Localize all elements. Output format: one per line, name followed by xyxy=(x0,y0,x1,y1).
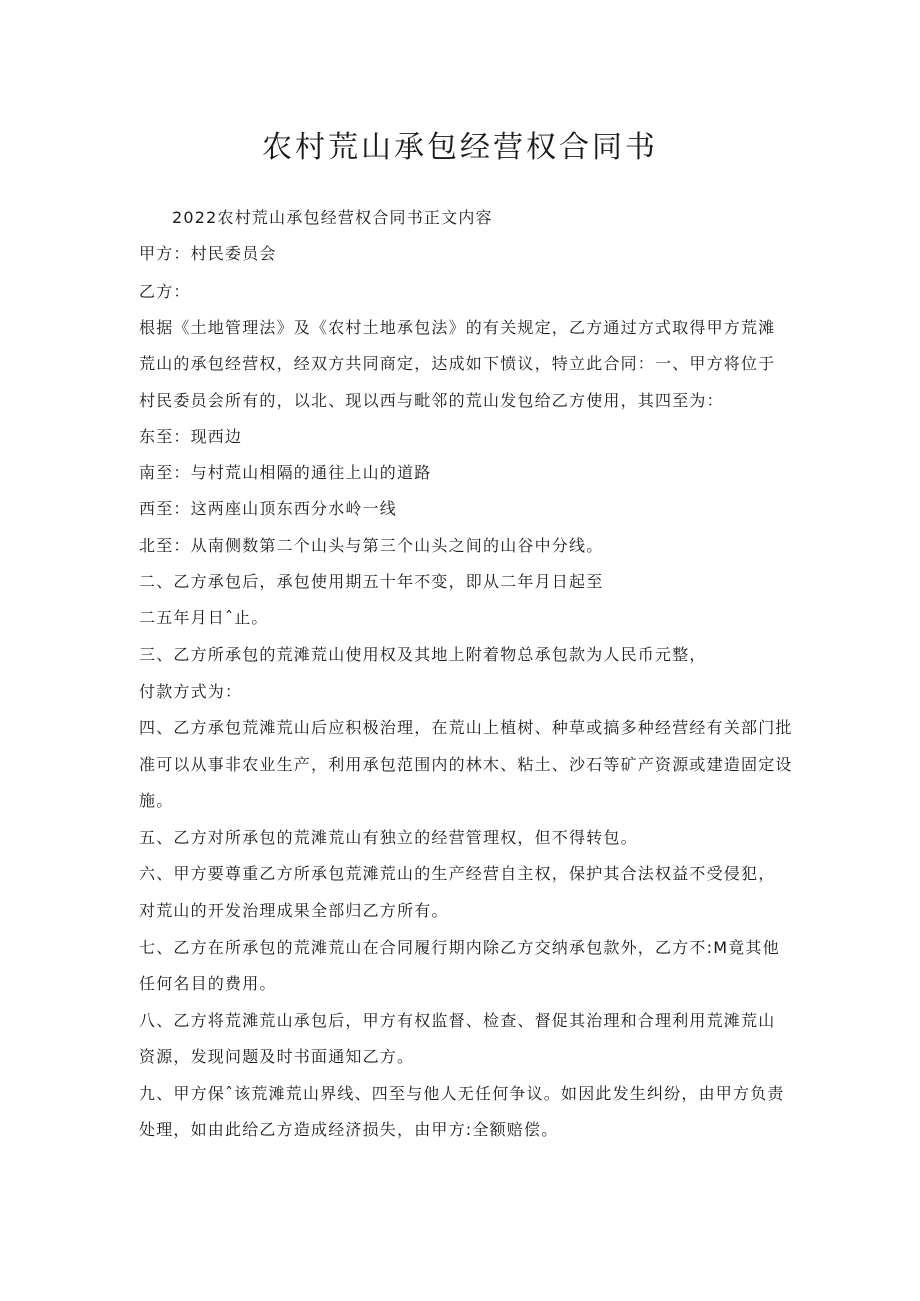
document-title: 农村荒山承包经营权合同书 xyxy=(262,130,658,165)
paragraph-line: 施。 xyxy=(139,791,174,810)
paragraph-line: 九、甲方保ˆ该荒滩荒山界线、四至与他人无任何争议。如因此发生纠纷，由甲方负责 xyxy=(139,1084,785,1103)
paragraph-line: 任何名目的费用。 xyxy=(139,974,277,993)
paragraph-line: 三、乙方所承包的荒滩荒山使用权及其地上附着物总承包款为人民币元整， xyxy=(139,645,707,664)
party-b-line: 乙方： xyxy=(139,282,191,301)
paragraph-line: 处理，如由此给乙方造成经济损失，由甲方:全额赔偿。 xyxy=(139,1120,559,1139)
paragraph-line: 村民委员会所有的，以北、现以西与毗邻的荒山发包给乙方使用，其四至为： xyxy=(139,391,724,410)
paragraph-line: 对荒山的开发治理成果全部归乙方所有。 xyxy=(139,901,449,920)
paragraph-line: 根据《土地管理法》及《农村土地承包法》的有关规定，乙方通过方式取得甲方荒滩 xyxy=(139,318,776,337)
paragraph-line: 荒山的承包经营权，经双方共同商定，达成如下愤议，特立此合同：一、甲方将位于 xyxy=(139,354,776,373)
boundary-west-line: 西至：这两座山顶东西分水岭一线 xyxy=(139,499,398,518)
paragraph-line: 五、乙方对所承包的荒滩荒山有独立的经营管理权，但不得转包。 xyxy=(139,828,638,847)
boundary-east-line: 东至：现西边 xyxy=(139,427,243,446)
paragraph-line: 八、乙方将荒滩荒山承包后，甲方有权监督、检查、督促其治理和合理利用荒滩荒山 xyxy=(139,1011,776,1030)
paragraph-line: 四、乙方承包荒滩荒山后应积极治理，在荒山上植树、种草或搞多种经营经有关部门批 xyxy=(139,718,793,737)
paragraph-line: 准可以从事非农业生产，利用承包范围内的林木、粘土、沙石等矿产资源或建造固定设 xyxy=(139,755,793,774)
subtitle-line: 2022农村荒山承包经营权合同书正文内容 xyxy=(172,208,493,227)
paragraph-line: 六、甲方要尊重乙方所承包荒滩荒山的生产经营自主权，保护其合法权益不受侵犯， xyxy=(139,864,776,883)
boundary-south-line: 南至：与村荒山相隔的通往上山的道路 xyxy=(139,463,432,482)
paragraph-line: 二、乙方承包后，承包使用期五十年不变，即从二年月日起至 xyxy=(139,572,604,591)
paragraph-line: 付款方式为： xyxy=(139,682,243,701)
paragraph-line: 七、乙方在所承包的荒滩荒山在合同履行期内除乙方交纳承包款外，乙方不:M竟其他 xyxy=(139,938,780,957)
party-a-line: 甲方：村民委员会 xyxy=(139,244,277,263)
paragraph-line: 二五年月日ˆ止。 xyxy=(139,608,269,627)
paragraph-line: 资源，发现问题及时书面通知乙方。 xyxy=(139,1047,415,1066)
boundary-north-line: 北至：从南侧数第二个山头与第三个山头之间的山谷中分线。 xyxy=(139,536,604,555)
